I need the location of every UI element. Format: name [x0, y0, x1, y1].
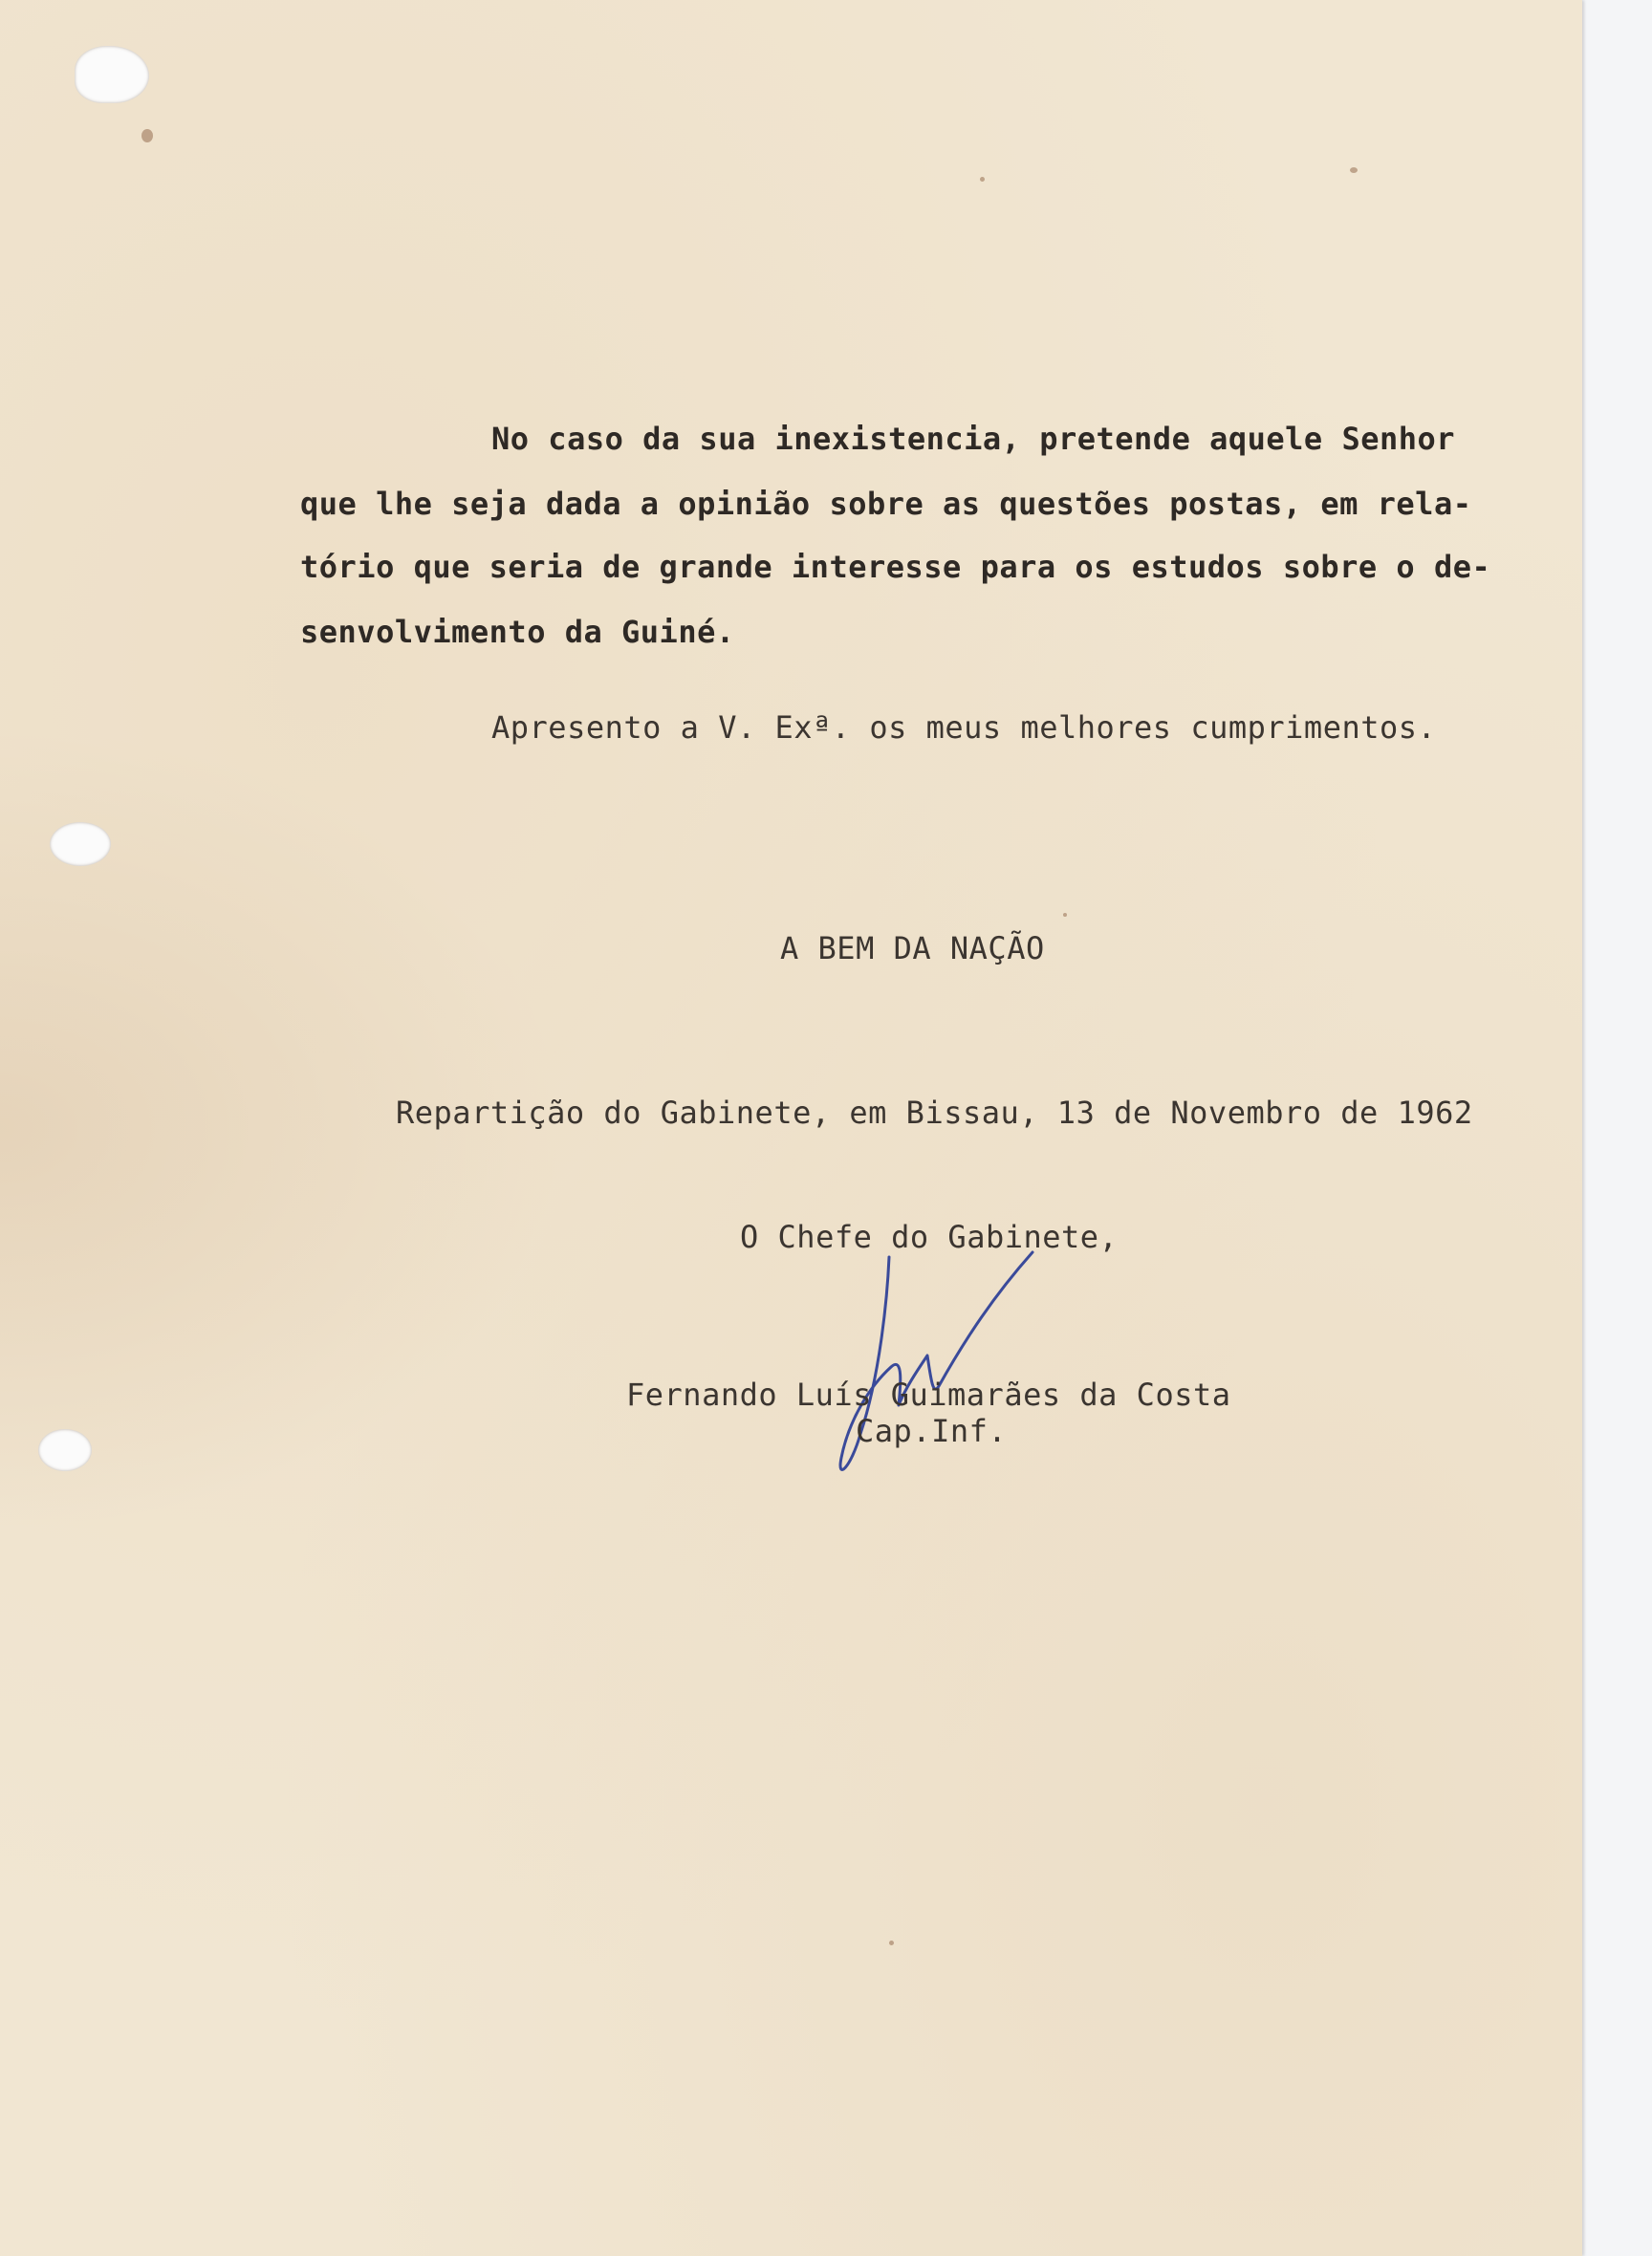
motto: A BEM DA NAÇÃO	[780, 930, 1045, 966]
place-date-line: Repartição do Gabinete, em Bissau, 13 de Novembro de 1962	[396, 1095, 1473, 1131]
paper-speck	[889, 1941, 894, 1945]
closing-line: Apresento a V. Exª. os meus melhores cumprimentos.	[491, 709, 1437, 746]
handwritten-signature	[832, 1243, 1042, 1491]
paragraph-line-4: senvolvimento da Guiné.	[300, 614, 735, 650]
paper-speck	[1350, 167, 1358, 173]
signatory-rank: Cap.Inf.	[856, 1413, 1008, 1449]
punch-hole-middle	[50, 822, 111, 866]
paragraph-line-1: No caso da sua inexistencia, pretende aquele Senhor	[491, 421, 1456, 457]
punch-hole-top	[75, 46, 149, 103]
paragraph-line-3: tório que seria de grande interesse para os estudos sobre o de-	[300, 549, 1491, 585]
paper-speck	[980, 177, 985, 182]
signatory-name: Fernando Luís Guimarães da Costa	[626, 1377, 1231, 1413]
punch-hole-bottom	[38, 1429, 92, 1471]
paper-speck	[141, 129, 153, 142]
paper-speck	[1063, 913, 1067, 917]
signatory-title: O Chefe do Gabinete,	[740, 1219, 1119, 1255]
paragraph-line-2: que lhe seja dada a opinião sobre as questões postas, em rela-	[300, 486, 1472, 522]
